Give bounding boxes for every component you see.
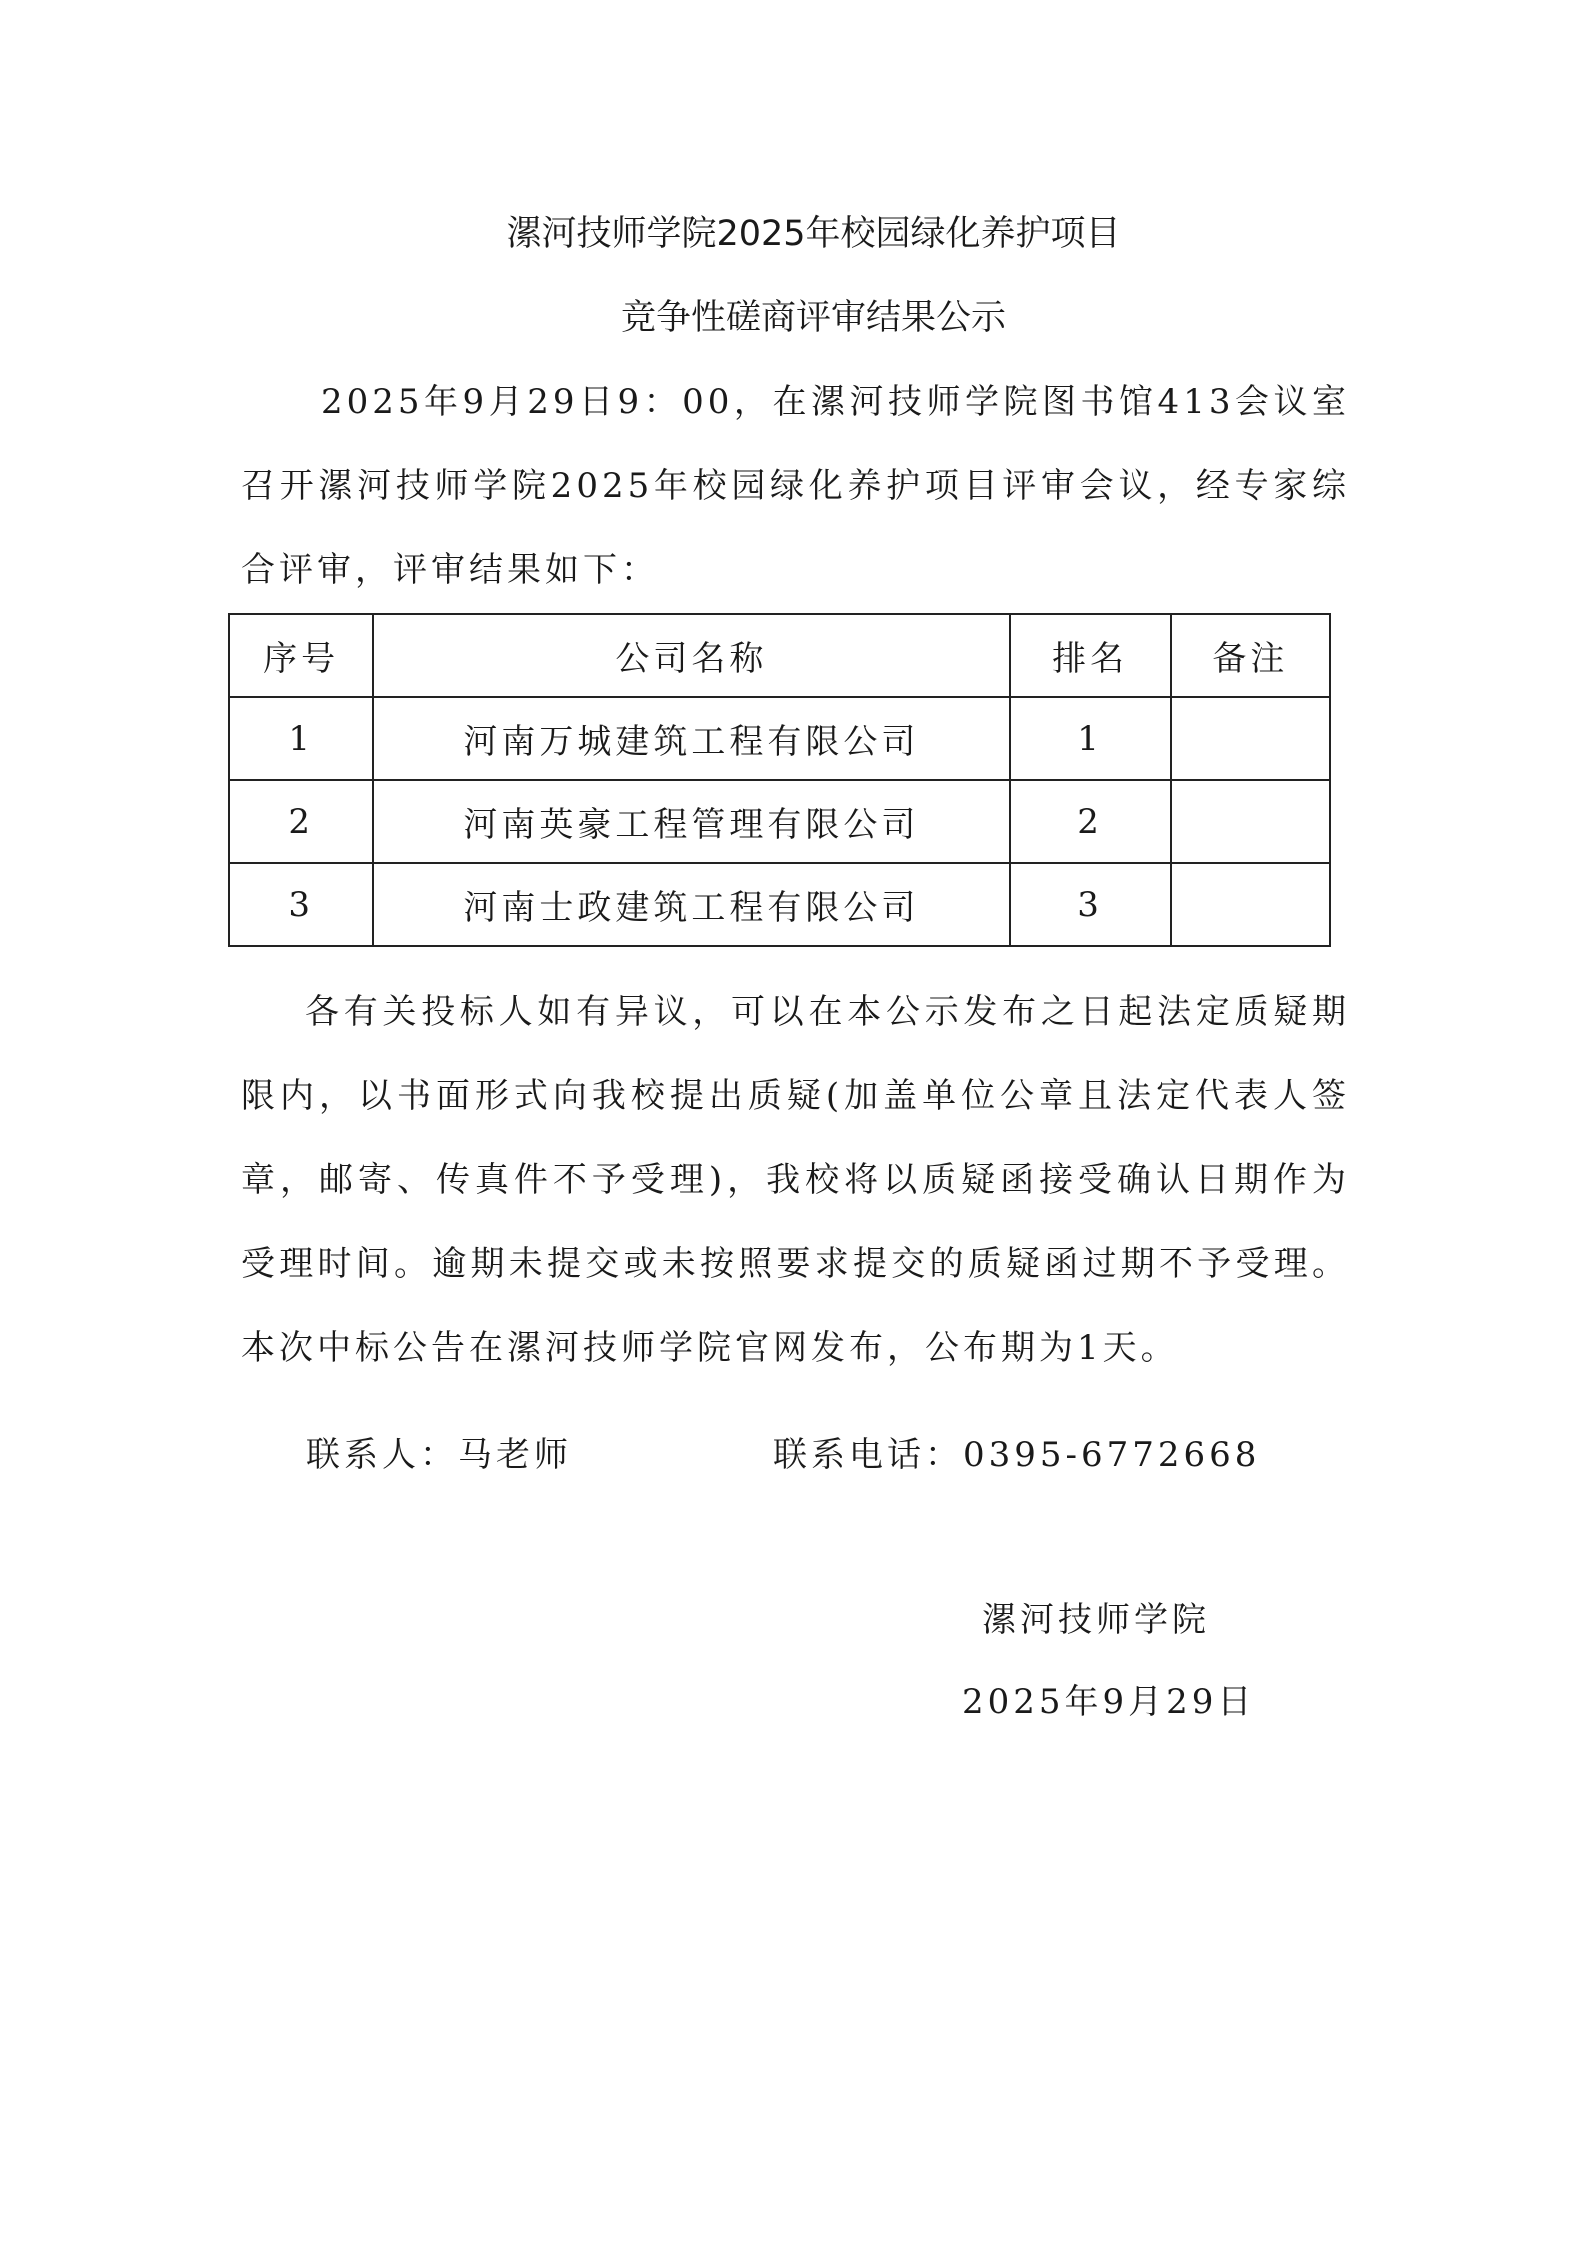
cell-rank: 2 <box>1010 780 1171 863</box>
cell-company: 河南士政建筑工程有限公司 <box>373 863 1009 946</box>
cell-note <box>1171 780 1330 863</box>
header-company: 公司名称 <box>373 614 1009 697</box>
signature-organization: 漯河技师学院 <box>982 1600 1210 1640</box>
header-no: 序号 <box>229 614 373 697</box>
table-row <box>229 780 1330 863</box>
table-header-row <box>229 614 1330 697</box>
intro-paragraph: 2025年9月29日9：00，在漯河技师学院图书馆413会议室召开漯河技师学院2025年校园绿化养护项目评审会议，经专家综合评审，评审结果如下： <box>241 382 1350 590</box>
cell-note <box>1171 697 1330 780</box>
cell-no: 3 <box>229 863 373 946</box>
cell-rank: 3 <box>1010 863 1171 946</box>
results-table <box>228 613 1331 947</box>
cell-no: 2 <box>229 780 373 863</box>
cell-rank: 1 <box>1010 697 1171 780</box>
cell-no: 1 <box>229 697 373 780</box>
header-note: 备注 <box>1171 614 1330 697</box>
doc-title-line-1: 漯河技师学院2025年校园绿化养护项目 <box>506 214 1121 254</box>
cell-note <box>1171 863 1330 946</box>
contact-phone: 联系电话：0395-6772668 <box>773 1435 1261 1475</box>
signature-date: 2025年9月29日 <box>962 1682 1256 1722</box>
cell-company: 河南万城建筑工程有限公司 <box>373 697 1009 780</box>
table-row <box>229 697 1330 780</box>
table-row <box>229 863 1330 946</box>
header-rank: 排名 <box>1010 614 1171 697</box>
objection-notice-paragraph: 各有关投标人如有异议，可以在本公示发布之日起法定质疑期限内，以书面形式向我校提出质疑(加盖单位公章且法定代表人签章，邮寄、传真件不予受理)，我校将以质疑函接受确认日期作为受理时间。逾期未提交或未按照要求提交的质疑函过期不予受理。本次中标公告在漯河技师学院官网发布，公布期为1天。 <box>241 992 1350 1368</box>
doc-title-line-2: 竞争性磋商评审结果公示 <box>620 298 1006 338</box>
cell-company: 河南英豪工程管理有限公司 <box>373 780 1009 863</box>
contact-person: 联系人：马老师 <box>306 1435 572 1475</box>
